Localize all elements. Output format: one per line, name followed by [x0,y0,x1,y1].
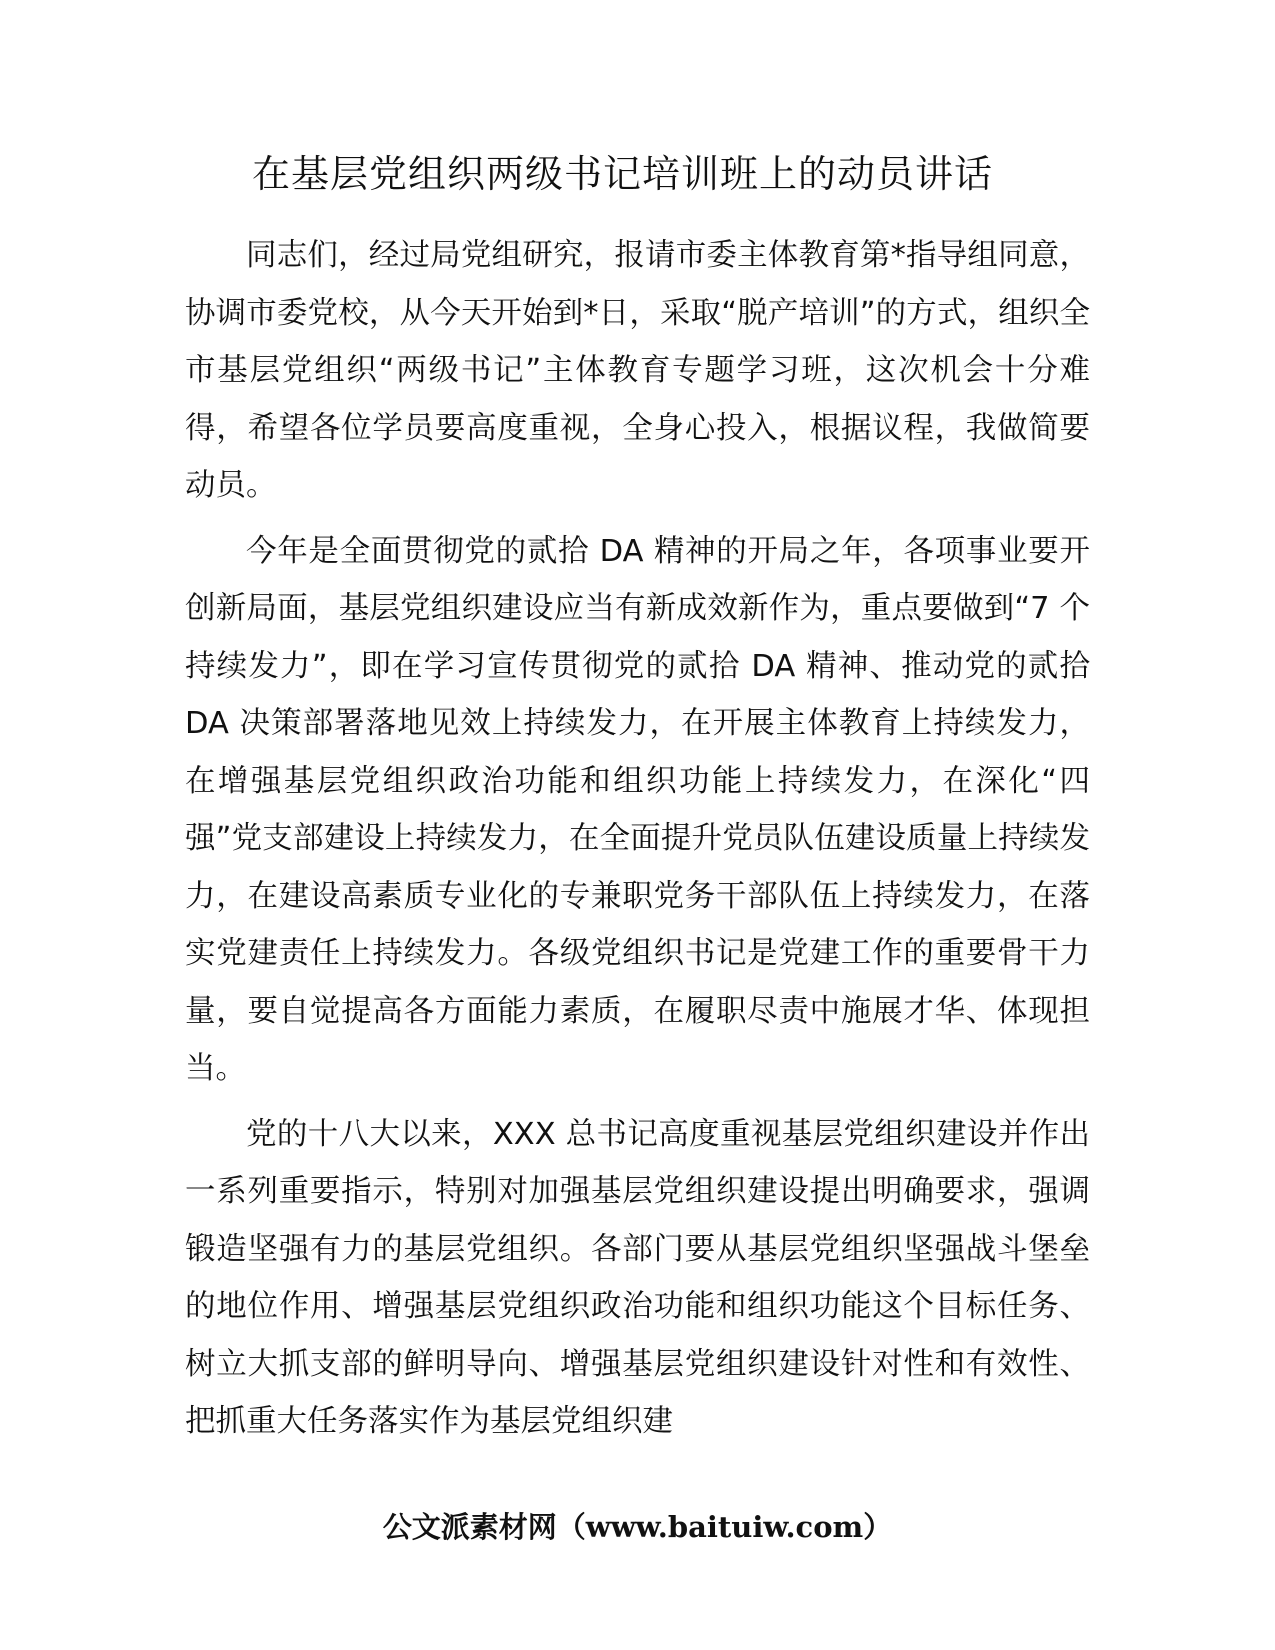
paragraph-2: 今年是全面贯彻党的贰拾 DA 精神的开局之年，各项事业要开创新局面，基层党组织建设应当有新成效新作为，重点要做到“7 个持续发力”，即在学习宣传贯彻党的贰拾 DA 精神、推动党的贰拾 DA 决策部署落地见效上持续发力，在开展主体教育上持续发力，在增强基层党组织政治功能和组织功能上持续发力，在深化“四强”党支部建设上持续发力，在全面提升党员队伍建设质量上持续发力，在建设高素质专业化的专兼职党务干部队伍上持续发力，在落实党建责任上持续发力。各级党组织书记是党建工作的重要骨干力量，要自觉提高各方面能力素质，在履职尽责中施展才华、体现担当。 [185,533,1090,1086]
document-body [185,227,1090,1459]
paragraph-1: 同志们，经过局党组研究，报请市委主体教育第*指导组同意，协调市委党校，从今天开始到*日，采取“脱产培训”的方式，组织全市基层党组织“两级书记”主体教育专题学习班，这次机会十分难得，希望各位学员要高度重视，全身心投入，根据议程，我做简要动员。 [185,238,1090,503]
paragraph-3: 党的十八大以来，XXX 总书记高度重视基层党组织建设并作出一系列重要指示，特别对加强基层党组织建设提出明确要求，强调锻造坚强有力的基层党组织。各部门要从基层党组织坚强战斗堡垒的地位作用、增强基层党组织政治功能和组织功能这个目标任务、树立大抓支部的鲜明导向、增强基层党组织建设针对性和有效性、把抓重大任务落实作为基层党组织建 [185,1116,1090,1439]
document-title: 在基层党组织两级书记培训班上的动员讲话 [251,152,993,196]
footer-watermark: 公文派素材网（www.baituiw.com） [382,1510,893,1544]
